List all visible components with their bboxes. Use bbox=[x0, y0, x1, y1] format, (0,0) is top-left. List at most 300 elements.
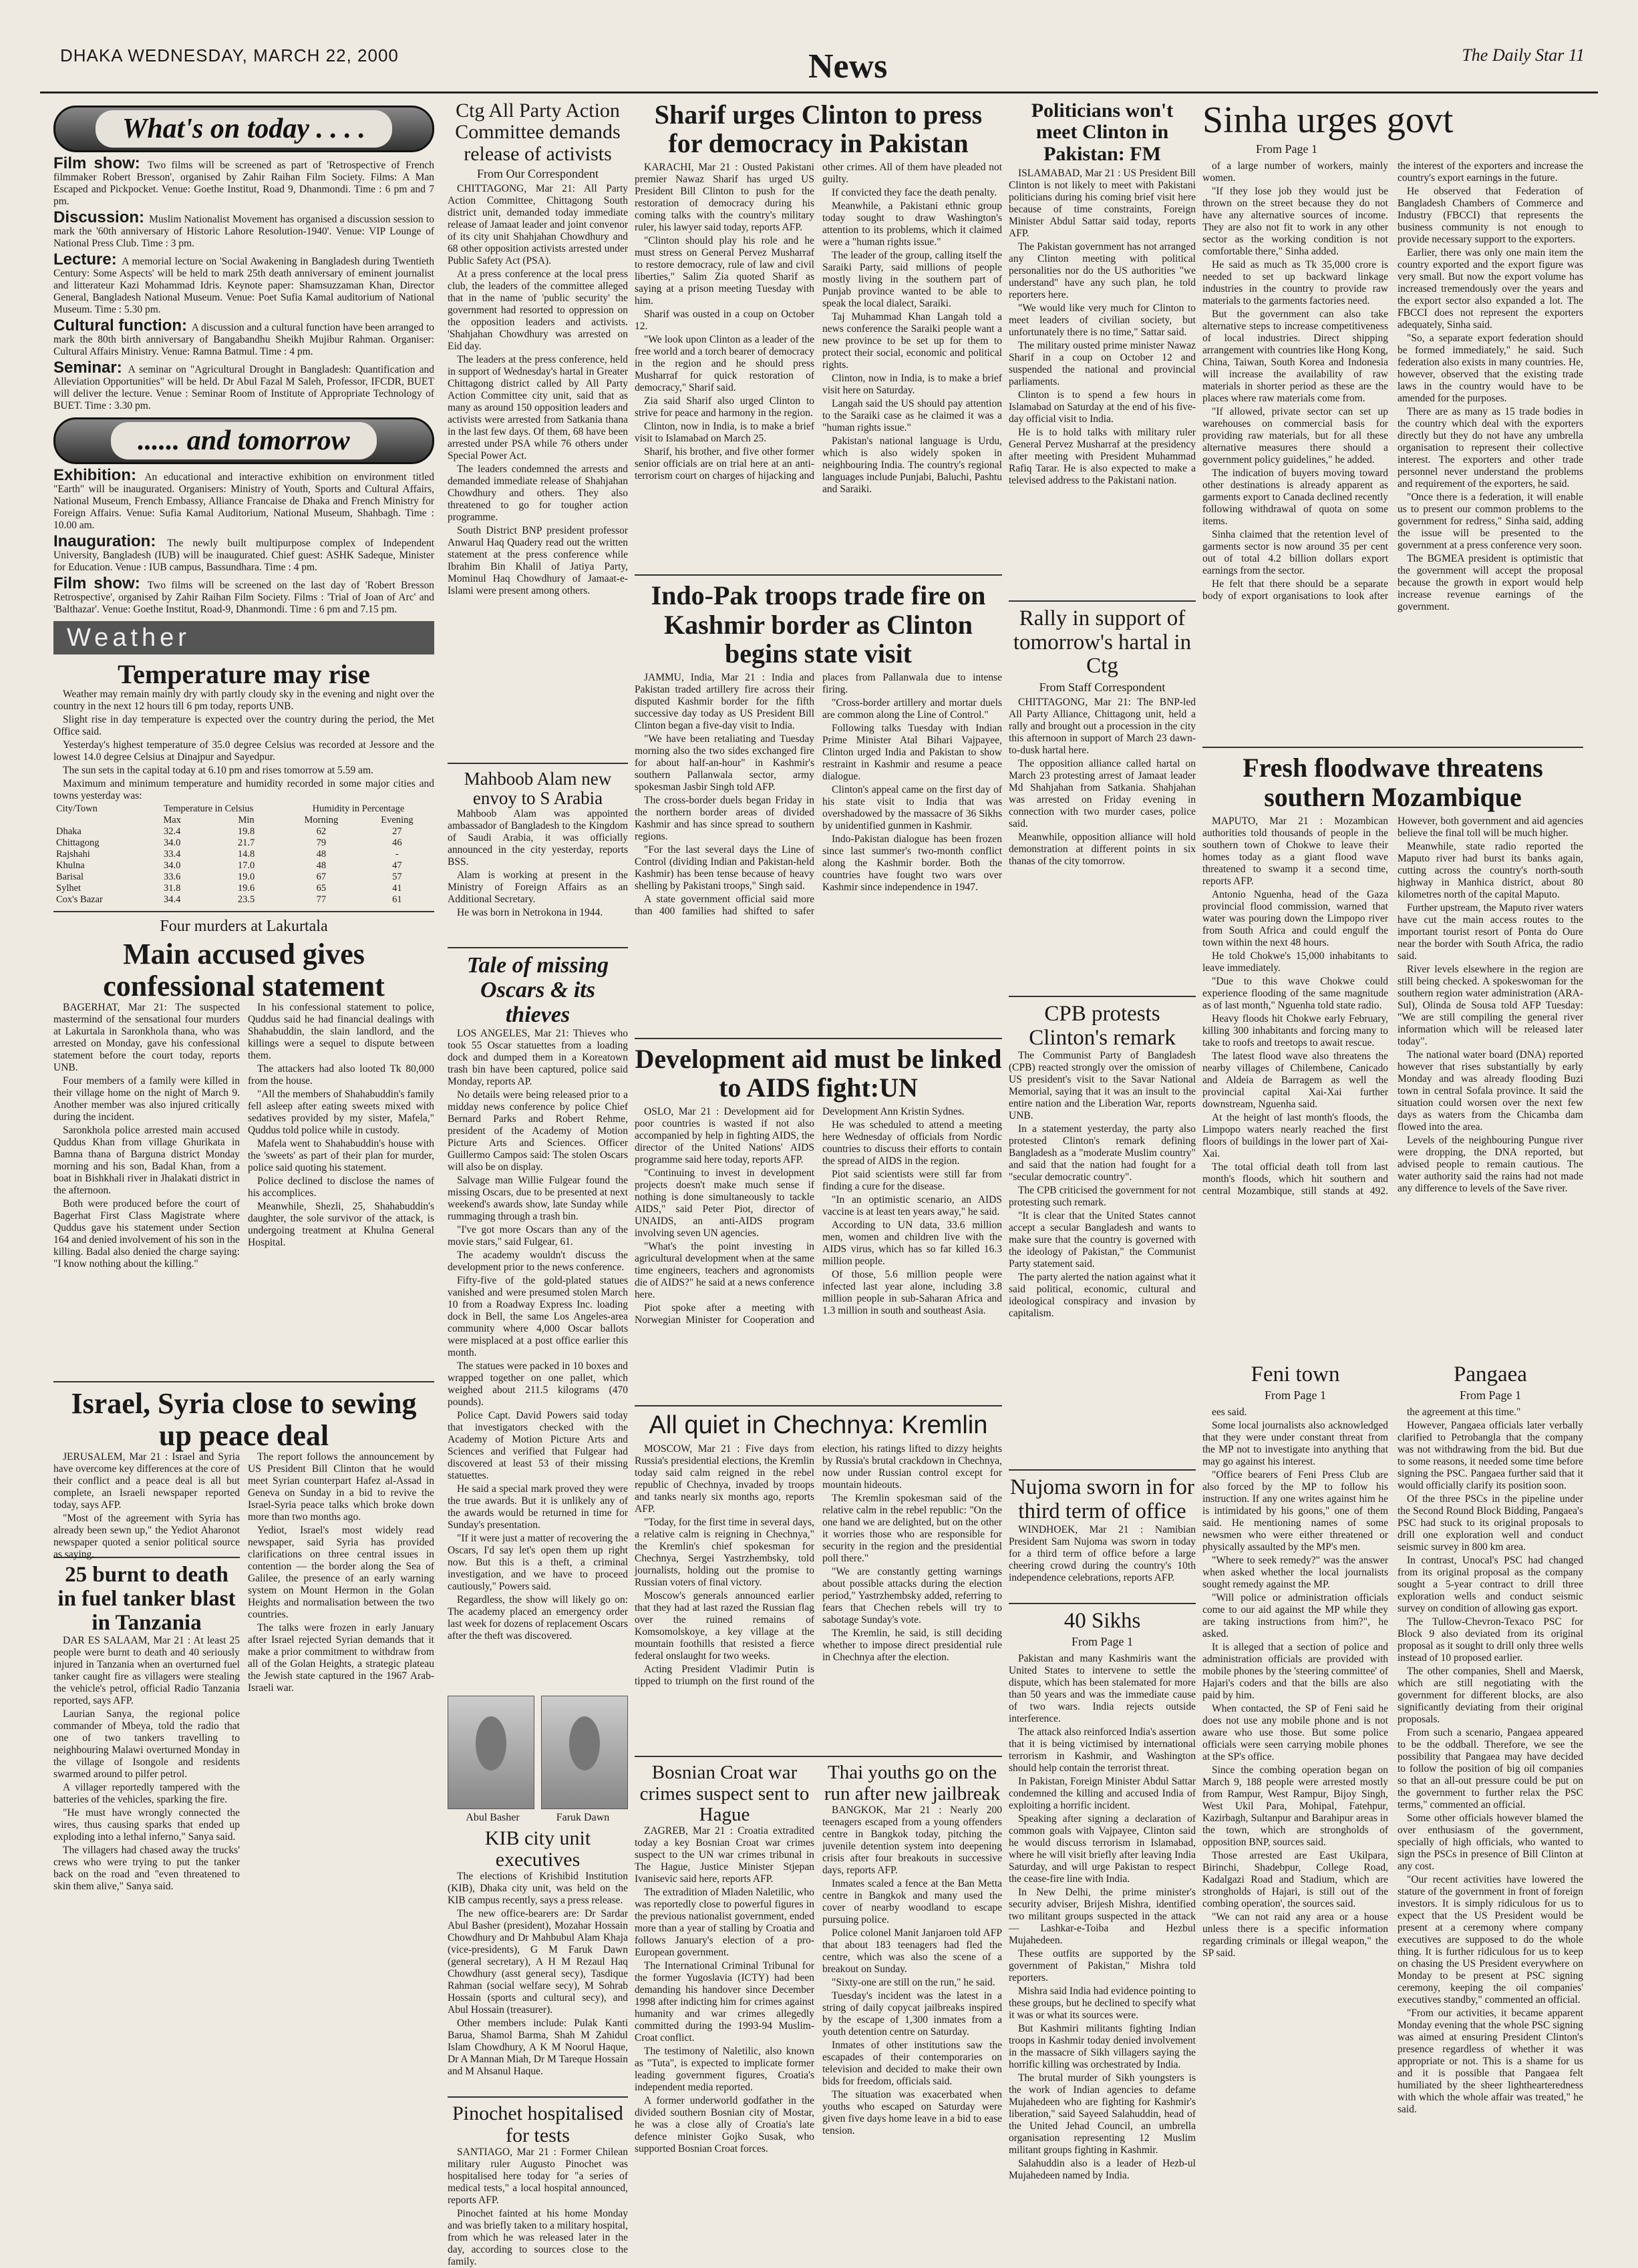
fm-body bbox=[1009, 168, 1196, 595]
paragraph: The other companies, Shell and Maersk, which are still negotiating with the government for different blocks, are also significantly deviating from their original proposals. bbox=[1398, 1666, 1583, 1726]
paragraph: The indication of buyers moving toward other destinations is already apparent as garments export to Canada declined recently following withdrawal of quota on some items. bbox=[1202, 467, 1388, 528]
table-cell: Cox's Bazar bbox=[56, 894, 103, 906]
table-cell: 48 bbox=[316, 860, 327, 872]
paragraph: At a press conference at the local press club, the leaders of the committee alleged that in the name of 'public security' the government had resorted to oppression on the opposition leaders and activists. 'Shahjahan Chowdhury was arrested on Eid day. bbox=[448, 268, 628, 353]
table-cell: 79 bbox=[316, 837, 327, 849]
table-header: Humidity in Percentage bbox=[312, 803, 405, 815]
paragraph: Sinha claimed that the retention level of garments sector is now around 35 per cent out of total 4.2 billion dollars export earnings from the sector. bbox=[1202, 529, 1388, 577]
paragraph: BAGERHAT, Mar 21: The suspected mastermind of the sensational four murders at Lakurtala in Saronkhola thana, who was arrested on Monday, gave his confessional statement before the court today, reports UNB. bbox=[53, 1002, 240, 1074]
paragraph: Police Capt. David Powers said today that investigators checked with the Academy of Motion Picture Arts and Sciences and verified that Fulgear had discovered at least 53 of their missing statuettes. bbox=[448, 1409, 628, 1481]
indopak-headline: Indo-Pak troops trade fire on Kashmir border as Clinton begins state visit bbox=[651, 580, 986, 669]
paragraph: "Due to this wave Chokwe could experience flooding of the same magnitude as of last month," Nguenha told state radio. bbox=[1202, 975, 1388, 1011]
event-text: An educational and interactive exhibition on environment titled "Earth" will be inaugurated. Organisers: Ministry of Youth, Sports and Cultural Affairs, National Museum, French Embassy, Alliance Francaise de Dhaka and French Ministry for Foreign Affairs. Venue: Sufia Kamal Auditorium, National Museum, Shahbagh. Time : 10.00 am. bbox=[53, 471, 434, 531]
paragraph: A state government official said more than 400 families had shifted to safer places from Pallanwala due to intense firing. bbox=[635, 671, 1002, 917]
paragraph: Mishra said India had evidence pointing to these groups, but he declined to specify what it was or what its sources were. bbox=[1009, 1986, 1196, 2022]
paragraph: "Sixty-one are still on the run," he said. bbox=[832, 1976, 995, 1988]
paragraph: Meanwhile, state radio reported the Maputo river had burst its banks again, cutting across the country's north-south highway in Manhica district, about 80 kilometres north of the capital Maputo. bbox=[1398, 840, 1583, 900]
paragraph: "Our recent activities have lowered the stature of the government in front of foreign investors. It is simply ridiculous for us to expect that the US President would be present at a ceremony where company executives are supposed to do the whole thing. It is further ridiculous for us to keep on chasing the US President everywhere on Monday to be present at PSC signing ceremony, keeping the oil companies' executives standby," commented an official. bbox=[1398, 1874, 1583, 2006]
paragraph: Pakistan's national language is Urdu, which is also widely spoken in neighbouring India. The country's regional languages include Punjabi, Baluchi, Pashtu and Saraiki. bbox=[822, 435, 1002, 496]
whats-on-today-banner: What's on today . . . . bbox=[53, 106, 434, 152]
column-1 bbox=[53, 100, 434, 2164]
paragraph: The Tullow-Chevron-Texaco PSC for Block 9 also deviated from its original proposal as it sought to drill only three wells instead of 10 proposed earlier. bbox=[1398, 1616, 1583, 1664]
paragraph: When contacted, the SP of Feni said he does not use any mobile phone and is not aware who use those. But some police officials were seen carrying mobile phones at the SP's office. bbox=[1202, 1703, 1388, 1763]
tomorrow-events bbox=[53, 466, 435, 616]
event-item bbox=[53, 532, 435, 574]
oscars-headline: Tale of missing Oscars & its thieves bbox=[466, 953, 609, 1027]
chechnya-headline: All quiet in Chechnya: Kremlin bbox=[649, 1411, 988, 1440]
lakurtala-kicker: Four murders at Lakurtala bbox=[160, 918, 328, 936]
paragraph: In Pakistan, Foreign Minister Abdul Sattar condemned the killing and accused India of exploiting a horrific incident. bbox=[1009, 1776, 1196, 1812]
paragraph: Weather may remain mainly dry with partly cloudy sky in the evening and night over the country in the next 12 hours till 6 pm today, reports UNB. bbox=[53, 689, 434, 713]
lakurtala-headline: Main accused gives confessional statement bbox=[103, 938, 385, 1002]
mahboob-body bbox=[448, 808, 628, 942]
sinha-from-page: From Page 1 bbox=[1256, 142, 1317, 156]
photo-row bbox=[448, 1696, 628, 1809]
paragraph: "Most of the agreement with Syria has already been sewn up," the Yediot Aharonot newspaper quoted a senior political source as saying. bbox=[53, 1513, 240, 1561]
event-item bbox=[53, 208, 434, 250]
event-label: Cultural function: bbox=[53, 317, 192, 335]
feni-body bbox=[1202, 1406, 1388, 2128]
paragraph: CHITTAGONG, Mar 21: The BNP-led All Party Alliance, Chittagong unit, held a rally and brought out a procession in the city this afternoon in support of March 23 dawn-to-dusk hartal here. bbox=[1009, 697, 1196, 757]
paragraph: JAMMU, India, Mar 21 : India and Pakistan traded artillery fire across their disputed Kashmir border for the fifth successive day today as US President Bill Clinton began a five-day visit to India. bbox=[635, 671, 814, 731]
paragraph: The elections of Krishibid Institution (KIB), Dhaka city unit, was held on the KIB campus recently, says a press release. bbox=[448, 1871, 628, 1907]
event-label: Discussion: bbox=[53, 208, 150, 226]
table-row bbox=[53, 894, 434, 906]
caption: Abul Basher bbox=[466, 1811, 520, 1823]
paragraph: Fifty-five of the gold-plated statues vanished and were presumed stolen March 10 from a Roadway Express Inc. loading dock in Bell, the same Los Angeles-area community where 4,000 Oscar ballots were misplaced at a post office earlier this month. bbox=[448, 1274, 628, 1358]
event-label: Film show: bbox=[53, 574, 148, 592]
paragraph: SANTIAGO, Mar 21 : Former Chilean military ruler Augusto Pinochet was hospitalised here today for "a series of medical tests," a local hospital announced, reports AFP. bbox=[448, 2146, 628, 2207]
paragraph: The party alerted the nation against what it said political, economic, cultural and ideological conspiracy and invasion by capitalism. bbox=[1009, 1272, 1196, 1320]
paragraph: "All the members of Shahabuddin's family fell asleep after eating sweets mixed with sedatives provided by my sister, Mafela," Quddus told police while in custody. bbox=[248, 1089, 434, 1137]
section-title: News bbox=[808, 47, 888, 85]
paragraph: ISLAMABAD, Mar 21 : US President Bill Clinton is not likely to meet with Pakistani politicians during his coming brief visit here because of time constraints, Foreign Minister Abdul Sattar said today, reports AFP. bbox=[1009, 168, 1196, 240]
paragraph: In a statement yesterday, the party also protested Clinton's remark defining Bangladesh as a "moderate Muslim country" and said that the nation had fought for a "secular democratic country". bbox=[1009, 1123, 1196, 1183]
paragraph: The Kremlin, he said, is still deciding whether to impose direct presidential rule in Chechnya after the election. bbox=[822, 1628, 1002, 1664]
paragraph: Sharif, his brother, and five other former senior officials are on trial here at an anti-terrorism court on charges of hijacking and other crimes. All of them have pleaded not guilty. bbox=[635, 162, 1002, 482]
fm-headline: Politicians won't meet Clinton in Pakistan: FM bbox=[1031, 100, 1174, 165]
paragraph: MAPUTO, Mar 21 : Mozambican authorities told thousands of people in the southern town of Chokwe to leave their homes today as a giant flood wave threatened to swamp it a second time, reports AFP. bbox=[1202, 815, 1388, 887]
paragraph: Clinton is to spend a few hours in Islamabad on Saturday at the end of his five-day official visit to India. bbox=[1009, 389, 1196, 425]
paragraph: Speaking after signing a declaration of common goals with Vajpayee, Clinton said he would discuss terrorism in Islamabad, where he will visit briefly after leaving India Saturday, and will urge Pakistan to respect the cease-fire line with India. bbox=[1009, 1813, 1196, 1885]
photo-faruk-dawn bbox=[541, 1696, 628, 1809]
sharif-body bbox=[635, 162, 1002, 569]
table-cell: 31.8 bbox=[164, 883, 181, 894]
paragraph: However, Pangaea officials later verbally clarified to Petrobangla that the company was not withdrawing from the bid. But due to some reasons, it needed some time before signing the PSC. Pangaea further said that it would officially clarify its position soon. bbox=[1398, 1420, 1583, 1492]
paragraph: The national water board (DNA) reported however that rises substantially by early Monday and was already flooding Buzi town in central Sofala province. It said the situation could worsen over the next few days as waters from the Chicamba dam flowed into the area. bbox=[1398, 1049, 1583, 1133]
paragraph: Meanwhile, Shezli, 25, Shahabuddin's daughter, the sole survivor of the attack, is undergoing treatment at Khulna General Hospital. bbox=[248, 1201, 434, 1249]
ctg-body bbox=[448, 183, 628, 757]
masthead bbox=[40, 33, 1598, 93]
event-text: The newly built multipurpose complex of Independent University, Bangladesh (IUB) will be inaugurated. Chief guest: ASHK Sadeque, Minister for Education. Venue : IUB campus, Bassundhara. Time : 4 pm. bbox=[53, 538, 435, 573]
event-text: A seminar on "Agricultural Drought in Bangladesh: Quantification and Alleviation Opportunities" will be held. Dr Abul Fazal M Saleh, Professor, IFCDR, BUET will deliver the lecture. Venue : Seminar Room of Institute of Appropriate Technology of BUET. Time : 3.30 pm. bbox=[53, 364, 434, 411]
paragraph: "In an optimistic scenario, an AIDS vaccine is at least ten years away," he said. bbox=[822, 1194, 1002, 1218]
paragraph: "From our activities, it became apparent Monday evening that the whole PSC signing was aimed at ensuring President Clinton's presence regardless of whether it was appropriate or not. This is a shame for us and it is possible that Pangaea felt humiliated by the sheer lighthearteredness with which the whole affair was treated," he said. bbox=[1398, 2008, 1583, 2116]
bosnian-body bbox=[635, 1825, 814, 2253]
paragraph: "We are constantly getting warnings about possible attacks during the election period," Yastrzhembsky added, referring to fears that Chechen rebels will try to sabotage Sunday's vote. bbox=[822, 1566, 1002, 1626]
paragraph: The leaders at the press conference, held in support of Wednesday's hartal in Greater Chittagong district called by All Party Action Committee city unit, said that as many as around 150 opposition leaders and activists were arrested from Satkania thana in the last few days. Of them, 68 have been arrested under PSA while 76 others under Special Power Act. bbox=[448, 354, 628, 462]
caption: Faruk Dawn bbox=[556, 1811, 610, 1823]
table-cell: 23.5 bbox=[237, 894, 255, 906]
pangaea-headline: Pangaea bbox=[1454, 1362, 1527, 1386]
sikhs-headline: 40 Sikhs bbox=[1063, 1608, 1141, 1633]
paragraph: "Clinton should play his role and he must stress on General Pervez Musharraf to restore democracy, rule of law and civil liberties," Salim Zia quoted Sharif as saying at a prison meeting Tuesday with him. bbox=[635, 235, 814, 307]
kib-body bbox=[448, 1871, 628, 2091]
paragraph: MOSCOW, Mar 21 : Five days from Russia's presidential elections, the Kremlin today said calm reigned in the rebel republic of Chechnya, invaded by troops and tanks nearly six months ago, reports AFP. bbox=[635, 1443, 814, 1515]
table-header: City/Town bbox=[56, 803, 98, 815]
paragraph: The academy wouldn't discuss the development prior to the news conference. bbox=[448, 1249, 628, 1273]
paragraph: Some local journalists also acknowledged that they were under constant threat from the MP not to investigate into anything that may go against his interest. bbox=[1202, 1420, 1388, 1468]
event-item bbox=[53, 359, 434, 412]
table-cell: 14.8 bbox=[237, 849, 255, 860]
paragraph: Police colonel Manit Janjaroen told AFP that about 183 teenagers had fled the centre, which was also the scene of a breakout on Sunday. bbox=[822, 1927, 1002, 1975]
table-cell: 33.6 bbox=[164, 872, 181, 883]
paragraph: He told Chokwe's 15,000 inhabitants to leave immediately. bbox=[1202, 950, 1388, 974]
thai-headline: Thai youths go on the run after new jailbreak bbox=[824, 1762, 1001, 1805]
paragraph: The leader of the group, calling itself the Saraiki Party, said millions of people mostly living in the southern part of Punjab province wanted to be able to speak the local dialect, Saraiki. bbox=[822, 250, 1002, 310]
paragraph: Those arrested are East Ukilpara, Birinchi, Shadebpur, College Road, Kadalgazi Road and Stadium, which are strongholds of Hajari, is still out of the combing operation', the sources said. bbox=[1202, 1850, 1388, 1910]
israel-body-continued bbox=[248, 1451, 434, 1945]
table-row bbox=[53, 883, 434, 894]
paragraph: "What's the point investing in agricultural development when at the same time engineers, teachers and agronomists die of AIDS?" he said at a news conference here. bbox=[635, 1241, 814, 1301]
paragraph: The new office-bearers are: Dr Sardar Abul Basher (president), Mozahar Hossain Chowdhury and Dr Mahbubul Alam Khaja (vice-presidents), G M Faruk Dawn (general secretary), A H M Rezaul Haq Chowdhury (asst general secy), Tasdique Rahman (social welfare secy), M Sohrab Hossain (sports and cultural secy), and Abul Hossain (treasurer). bbox=[448, 1908, 628, 2016]
table-cell: 61 bbox=[392, 894, 402, 906]
table-cell: 41 bbox=[392, 883, 402, 894]
paragraph: But Kashmiri militants fighting Indian troops in Kashmir today denied involvement in the massacre of Sikh villagers saying the horrific killing was orchestrated by India. bbox=[1009, 2023, 1196, 2071]
paragraph: The Communist Party of Bangladesh (CPB) reacted strongly over the omission of US president's visit to the Savar National Memorial, saying that it was an insult to the entire nation and the Liberation War, reports UNB. bbox=[1009, 1050, 1196, 1122]
sharif-headline: Sharif urges Clinton to press for democracy in Pakistan bbox=[654, 100, 983, 159]
lakurtala-body bbox=[53, 1002, 434, 1376]
paragraph: Alam is working at present in the Ministry of Foreign Affairs as an Additional Secretary. bbox=[448, 870, 628, 906]
table-cell: 34.0 bbox=[164, 860, 181, 872]
event-label: Film show: bbox=[53, 154, 148, 172]
table-cell: 19.0 bbox=[237, 872, 255, 883]
cpb-headline: CPB protests Clinton's remark bbox=[1029, 1002, 1176, 1050]
paragraph: He said as much as Tk 35,000 crore is needed to set up backward linkage industries in the country to provide raw materials to the garments factories need. bbox=[1202, 259, 1388, 307]
nujoma-headline: Nujoma sworn in for third term of office bbox=[1010, 1475, 1194, 1523]
paragraph: Laurian Sanya, the regional police commander of Mbeya, told the radio that one of two tankers travelling to neighbouring Malawi overturned Monday in the village of Isongole and residents swarmed around to pilfer petrol. bbox=[53, 1708, 240, 1780]
table-cell: Dhaka bbox=[56, 826, 81, 837]
today-events bbox=[53, 154, 434, 412]
table-cell: 19.6 bbox=[237, 883, 255, 894]
event-item bbox=[53, 317, 434, 358]
paragraph: "We would like very much for Clinton to meet leaders of civilian society, but unfortunately there is no time," Sattar said. bbox=[1009, 303, 1196, 339]
pinochet-headline: Pinochet hospitalised for tests bbox=[452, 2102, 623, 2146]
paragraph: The total official death toll from last month's floods, which hit southern and central Mozambique, still stands at 492. However, both government and aid agencies believe the final toll will be much higher. bbox=[1202, 815, 1583, 1197]
paragraph: There are as many as 15 trade bodies in the country which deal with the exporters directly but they do not have any umbrella organisation to represent their collective interest. The exporters and other trade personnel never understand the problems and requirement of the exporters, he said. bbox=[1398, 406, 1583, 490]
israel-headline: Israel, Syria close to sewing up peace deal bbox=[71, 1387, 417, 1452]
paragraph: The latest flood wave also threatens the nearby villages of Chilembene, Canicado and Aldeia de Barragem as well the provincial capital Xai-Xai further downstream, Nguenha said. bbox=[1202, 1050, 1388, 1110]
paragraph: The brutal murder of Sikh youngsters is the work of Indian agencies to defame Mujahedeen who are fighting for Kashmir's liberation," said Sayeed Salahuddin, head of the United Jehad Council, an umbrella organisation representing 12 Muslim militant groups fighting in Kashmir. bbox=[1009, 2072, 1196, 2156]
column-4 bbox=[1009, 100, 1196, 2182]
table-row bbox=[53, 872, 434, 883]
paragraph: CHITTAGONG, Mar 21: All Party Action Committee, Chittagong South district unit, demanded today immediate release of Jamaat leader and joint convenor of its city unit Shahjahan Chowdhury and 68 other opposition activists arrested under Public Safety Act (PSA). bbox=[448, 183, 628, 267]
table-cell: Chittagong bbox=[56, 837, 100, 849]
paragraph: KARACHI, Mar 21 : Ousted Pakistani premier Nawaz Sharif has urged US President Bill Clinton to push for the restoration of democracy during his coming talks with the country's military ruler, his lawyer said today, reports AFP. bbox=[635, 162, 814, 234]
table-cell: 48 bbox=[316, 849, 327, 860]
table-cell: - bbox=[395, 849, 399, 860]
table-cell: Barisal bbox=[56, 872, 84, 883]
paragraph: "Today, for the first time in several days, a relative calm is reigning in Chechnya," the Kremlin's chief spokesman for Chechnya, Sergei Yastrzhembsky, told journalists, holding out the promise to Russian voters of final victory. bbox=[635, 1517, 814, 1589]
photo-abul-basher bbox=[448, 1696, 534, 1809]
table-cell: 46 bbox=[392, 837, 402, 849]
paragraph: He observed that Federation of Bangladesh Chambers of Commerce and Industry (FBCCI) that represents the business community is not enough to provide necessary support to the exporters. bbox=[1398, 186, 1583, 246]
paragraph: "We have been retaliating and Tuesday morning also the two sides exchanged fire for about half-an-hour" in Kashmir's southern Pallanwala sector, army spokesman Jasbir Singh told AFP. bbox=[635, 733, 814, 793]
paragraph: Mahboob Alam was appointed ambassador of Bangladesh to the Kingdom of Saudi Arabia, it was officially announced in the city yesterday, reports BSS. bbox=[448, 808, 628, 868]
paragraph: of a large number of workers, mainly women. bbox=[1202, 160, 1388, 184]
paragraph: Maximum and minimum temperature and humidity recorded in some major cities and towns yesterday was: bbox=[53, 778, 434, 802]
paragraph: Yediot, Israel's most widely read newspaper, said Syria has provided clarifications on three central issues in contention — the border along the Sea of Galilee, the presence of an early warning system on Mount Hermon in the Golan Heights and normalisation between the two countries. bbox=[248, 1525, 434, 1621]
paragraph: Mafela went to Shahabuddin's house with the 'sweets' as part of their plan for murder, police said quoting his statement. bbox=[248, 1138, 434, 1174]
paragraph: Meanwhile, a Pakistani ethnic group today sought to draw Washington's attention to its problems, which it claimed were a "human rights issue." bbox=[822, 200, 1002, 248]
table-cell: 77 bbox=[316, 894, 327, 906]
paragraph: Following talks Tuesday with Indian Prime Minister Atal Bihari Vajpayee, Clinton urged India and Pakistan to show restraint in Kashmir and resume a peace dialogue. bbox=[822, 722, 1002, 782]
table-row bbox=[53, 837, 434, 849]
paragraph: Inmates of other institutions saw the escapades of their contemporaries on television and decided to make their own bids for freedom, officials said. bbox=[822, 2039, 1002, 2087]
photo-captions bbox=[448, 1812, 628, 1824]
paragraph: Pakistan and many Kashmiris want the United States to intervene to settle the dispute, which has been stalemated for more than 50 years and was the immediate cause of two wars. India rejects outside interference. bbox=[1009, 1653, 1196, 1725]
paragraph: Regardless, the show will likely go on: The academy placed an emergency order last week for dozens of replacement Oscars after the theft was discovered. bbox=[448, 1593, 628, 1642]
paper-name: The Daily Star 11 bbox=[1462, 45, 1585, 65]
thai-body bbox=[822, 1805, 1002, 2232]
weather-bar: Weather bbox=[53, 621, 434, 654]
bosnian-headline: Bosnian Croat war crimes suspect sent to Hague bbox=[639, 1762, 810, 1825]
event-text: Muslim Nationalist Movement has organised a discussion session to mark the '60th anniversary of Historic Lahore Resolution-1940'. Venue: VIP Lounge of National Press Club. Time : 3 pm. bbox=[53, 214, 434, 249]
moz-body bbox=[1202, 815, 1583, 1363]
paragraph: The International Criminal Tribunal for the former Yugoslavia (ICTY) had been demanding his handover since December 1998 after indicting him for crimes against humanity and war crimes allegedly committed during the 1993-94 Muslim-Croat conflict. bbox=[635, 1960, 814, 2044]
cpb-body bbox=[1009, 1050, 1196, 1464]
event-label: Seminar: bbox=[53, 359, 128, 377]
sinha-headline: Sinha urges govt bbox=[1202, 100, 1454, 141]
paragraph: Saronkhola police arrested main accused Quddus Khan from village Ghurikata in Bamna thana of Barguna district Monday morning and his son, Badal Khan, from a boat in Bishkhali river in Jhalakati district in the afternoon. bbox=[53, 1125, 240, 1197]
paragraph: "It is clear that the United States cannot accept a secular Bangladesh and wants to make sure that the country is governed with the ideology of Pakistan," the Communist Party statement said. bbox=[1009, 1210, 1196, 1270]
paragraph: Salvage man Willie Fulgear found the missing Oscars, due to be presented at next weekend's awards show, late Sunday while rummaging through a trash bin. bbox=[448, 1174, 628, 1222]
paragraph: The statues were packed in 10 boxes and wrapped together on one pallet, which weighed about 211.5 kilograms (470 pounds). bbox=[448, 1360, 628, 1408]
paragraph: "We look upon Clinton as a leader of the free world and a torch bearer of democracy in the region and he should press Musharraf for quick restoration of democracy," Sharif said. bbox=[635, 334, 814, 394]
paragraph: South District BNP president professor Anwarul Haq Quadery read out the written statement at the press conference while Ibrahim Bin Khalil of Jatiya Party, Mominul Haq Chowdhury of Jamaat-e-Islami were present among others. bbox=[448, 525, 628, 597]
feni-headline: Feni town bbox=[1251, 1362, 1340, 1386]
paragraph: Salahuddin also is a leader of Hezb-ul Mujahedeen named by India. bbox=[1009, 2158, 1196, 2182]
paragraph: The Kremlin spokesman said of the relative calm in the rebel republic: "On the one hand we are delighted, but on the other it worries those who are responsible for security in the region and the presidential poll there." bbox=[822, 1493, 1002, 1565]
table-row bbox=[53, 826, 434, 837]
paragraph: Antonio Nguenha, head of the Gaza provincial flood commission, warned that water was pouring down the Limpopo river from South Africa and could engulf the town within the next 48 hours. bbox=[1202, 888, 1388, 948]
paragraph: In contrast, Unocal's PSC had changed from its original proposal as the company sought a 5-year contract to drill three exploration wells and conduct seismic survey on condition of allowing gas export. bbox=[1398, 1555, 1583, 1615]
paragraph: "Office bearers of Feni Press Club are also forced by the MP to follow his instruction. If any one writes against him he is intimidated by his goons," one of them said. He mentioning names of some newsmen who were either threatened or physically assaulted by the MP's men. bbox=[1202, 1469, 1388, 1553]
paragraph: Levels of the neighbouring Pungue river were dropping, the DNA reported, but advised people to remain cautious. The water authority said the rains had not made any difference to levels of the Save river. bbox=[1398, 1134, 1583, 1194]
paragraph: He is to hold talks with military ruler General Pervez Musharraf at the presidency after meeting with President Muhammad Rafiq Tarar. He is also expected to make a televised address to the Pakistani nation. bbox=[1009, 427, 1196, 487]
paragraph: "We can not raid any area or a house unless there is a specific information regarding criminals or illegal weapon," the SP said. bbox=[1202, 1911, 1388, 1959]
table-header bbox=[53, 815, 134, 826]
paragraph: Slight rise in day temperature is expected over the country during the period, the Met Office said. bbox=[53, 714, 434, 738]
paragraph: Zia said Sharif also urged Clinton to strive for peace and harmony in the region. bbox=[635, 395, 814, 419]
column-5 bbox=[1202, 100, 1583, 2164]
sinha-body bbox=[1202, 160, 1583, 741]
event-item bbox=[53, 466, 434, 532]
paragraph: He said a special mark proved they were the true awards. But it is unlikely any of the awards would be returned in time for Sunday's presentation. bbox=[448, 1483, 628, 1531]
table-cell: 17.0 bbox=[237, 860, 255, 872]
paragraph: The testimony of Naletilic, also known as "Tuta", is expected to implicate former leading government figures, Croatia's independent media reported. bbox=[635, 2046, 814, 2094]
table-cell: Khulna bbox=[56, 860, 85, 872]
table-cell: 65 bbox=[316, 883, 327, 894]
table-cell: 62 bbox=[316, 826, 327, 837]
ctg-headline: Ctg All Party Action Committee demands release of activists bbox=[455, 100, 621, 165]
paragraph: JERUSALEM, Mar 21 : Israel and Syria have overcome key differences at the core of their conflict and a peace deal is all but complete, an Israeli newspaper reported today, says AFP. bbox=[53, 1451, 240, 1511]
paragraph: The Pakistan government has not arranged any Clinton meeting with political personalities nor do the US authorities "we understand" have any such plan, he told reporters here. bbox=[1009, 241, 1196, 301]
pangaea-body bbox=[1398, 1406, 1583, 2128]
paragraph: Four members of a family were killed in their village home on the night of March 9. Another member was also injured critically during the incident. bbox=[53, 1075, 240, 1123]
paragraph: He felt that there should be a separate body of export organisations to look after the interest of the exporters and increase the country's export earnings in the future. bbox=[1202, 160, 1583, 602]
table-cell: 57 bbox=[392, 872, 402, 883]
table-header: Morning bbox=[304, 815, 339, 826]
event-label: Lecture: bbox=[53, 250, 122, 268]
paragraph: The attackers had also looted Tk 80,000 from the house. bbox=[248, 1063, 434, 1087]
table-cell: 32.4 bbox=[164, 826, 181, 837]
paragraph: Police declined to disclose the names of his accomplices. bbox=[248, 1175, 434, 1199]
weather-headline: Temperature may rise bbox=[118, 659, 370, 689]
paragraph: The extradition of Mladen Naletilic, who was reportedly close to powerful figures in the previous nationalist government, ended more than a year of stalling by Croatia and follows January's election of a pro-European government. bbox=[635, 1887, 814, 1959]
paragraph: "If it were just a matter of recovering the Oscars, I'd say let's open them up right now. But this is a theft, a criminal investigation, and we have to proceed cautiously," Powers said. bbox=[448, 1532, 628, 1592]
paragraph: the agreement at this time." bbox=[1407, 1406, 1521, 1419]
moz-headline: Fresh floodwave threatens southern Mozambique bbox=[1243, 753, 1543, 812]
paragraph: Further upstream, the Maputo river waters have cut the main access routes to the important tourist resort of Ponta do Oure near the border with South Africa, the radio said. bbox=[1398, 902, 1583, 962]
paragraph: OSLO, Mar 21 : Development aid for poor countries is wasted if not also accompanied by help in fighting AIDS, the director of the United Nations' AIDS programme said here today, reports AFP. bbox=[635, 1106, 814, 1166]
paragraph: In his confessional statement to police, Quddus said he had financial dealings with Shahabuddin, the slain landlord, and the killings were a sequel to dispute between them. bbox=[248, 1002, 434, 1062]
paragraph: WINDHOEK, Mar 21 : Namibian President Sam Nujoma was sworn in today for a third term of office before a large cheering crowd during the country's 10th independence celebrations, reports AFP. bbox=[1009, 1523, 1196, 1583]
table-cell: 21.7 bbox=[237, 837, 255, 849]
pangaea-from-page: From Page 1 bbox=[1460, 1388, 1521, 1402]
paragraph: Tuesday's incident was the latest in a string of daily copycat jailbreaks inspired by the escape of 1,300 inmates from a youth detention centre on Saturday. bbox=[822, 1990, 1002, 2038]
paragraph: Pinochet fainted at his home Monday and was briefly taken to a military hospital, from which he was released later in the day, according to sources close to the family. bbox=[448, 2208, 628, 2268]
indopak-body bbox=[635, 672, 1002, 1032]
paragraph: A villager reportedly tampered with the batteries of the vehicles, sparking the fire. bbox=[53, 1782, 240, 1806]
kib-headline: KIB city unit executives bbox=[484, 1827, 591, 1871]
paragraph: From such a scenario, Pangaea appeared to be the oddball. Therefore, we see the possibility that Pangaea may have decided to follow the position of big oil companies so that an all-out pressure could be put on the government to further relax the PSC terms," commented an official. bbox=[1398, 1727, 1583, 1811]
paragraph: Acting President Vladimir Putin is tipped to triumph on the first round of the election, his ratings lifted to dizzy heights by Russia's brutal crackdown in Chechnya, now under Russian control except for mountain hideouts. bbox=[635, 1443, 1002, 1688]
paragraph: "He must have wrongly connected the wires, thus causing sparks that ended up exploding into a lethal inferno," Sanya said. bbox=[53, 1807, 240, 1843]
paragraph: No details were being released prior to a midday news conference by police Chief Bernard Parks and Robert Rehme, president of the Academy of Motion Picture Arts and Sciences. Officer Guillermo Campos said: The stolen Oscars will also be on display. bbox=[448, 1089, 628, 1173]
ctg-byline: From Our Correspondent bbox=[477, 167, 599, 181]
paragraph: "Will police or administration officials come to our aid against the MP while they are taking instructions from him?", he asked. bbox=[1202, 1592, 1388, 1640]
paragraph: The talks were frozen in early January after Israel rejected Syrian demands that it make a prior commitment to withdraw from all of the Golan Heights, a strategic plateau the Jewish state captured in the 1967 Arab-Israeli war. bbox=[248, 1622, 434, 1694]
mahboob-headline: Mahboob Alam new envoy to S Arabia bbox=[464, 769, 612, 809]
rally-body bbox=[1009, 697, 1196, 990]
table-cell: 33.4 bbox=[164, 849, 181, 860]
paragraph: In New Delhi, the prime minister's security adviser, Brijesh Mishra, identified two militant groups suspected in the attack — Lashkar-e-Toiba and Hezbul Mujahedeen. bbox=[1009, 1887, 1196, 1947]
paragraph: The villagers had chased away the trucks' crews who were trying to put the tanker back on the road and "even threatened to skin them alive," Sanya said. bbox=[53, 1845, 240, 1893]
paragraph: LOS ANGELES, Mar 21: Thieves who took 55 Oscar statuettes from a loading dock and dumped them in a Koreatown trash bin have been captured, police said Monday, reports AP. bbox=[448, 1027, 628, 1087]
column-2 bbox=[448, 100, 628, 2268]
paragraph: Taj Muhammad Khan Langah told a news conference the Saraiki people want a new province to be set up for them to protect their social, economic and political rights. bbox=[822, 311, 1002, 371]
paragraph: "So, a separate export federation should be formed immediately," he said. Such federation also exists in many countries. He, however, observed that the existing trade laws in the country would have to be amended for the purposes. bbox=[1398, 333, 1583, 405]
rally-byline: From Staff Correspondent bbox=[1039, 681, 1166, 695]
paragraph: Indo-Pakistan dialogue has been frozen since last summer's two-month conflict along the Kashmir border. Both the countries have fought two wars over Kashmir since independence in 1947. bbox=[822, 833, 1002, 893]
table-cell: 47 bbox=[392, 860, 402, 872]
paragraph: "Continuing to invest in development projects doesn't make much sense if nothing is done simultaneously to tackle AIDS," said Peter Piot, director of UNAIDS, an anti-AIDS program involving seven UN agencies. bbox=[635, 1167, 814, 1240]
paragraph: Since the combing operation began on March 9, 188 people were arrested mostly from Rampur, West Rampur, Bijoy Singh, West Ukil Para, Mohipal, Fatehpur, Kazirbagh, Sultanpur and Barahipur areas in the town, which are strongholds of opposition BNP, sources said. bbox=[1202, 1764, 1388, 1849]
paragraph: Moscow's generals announced earlier that they had at last razed the Russian flag over the ruined remains of Komsomolskoye, a key village at the mountain foothills that resisted a fierce federal onslaught for two weeks. bbox=[635, 1590, 814, 1662]
sikhs-body bbox=[1009, 1653, 1196, 2182]
paragraph: He was born in Netrokona in 1944. bbox=[457, 907, 603, 919]
table-cell: 67 bbox=[316, 872, 327, 883]
paragraph: Meanwhile, opposition alliance will hold demonstration at different points in six thanas of the city tomorrow. bbox=[1009, 831, 1196, 868]
paragraph: According to UN data, 33.6 million men, women and children live with the AIDS virus, which has so far killed 16.3 million people. bbox=[822, 1219, 1002, 1268]
paragraph: Some other officials however blamed the over enthusiasm of the government, specially of high officials, who wanted to sign the PSCs in presence of Bill Clinton at any cost. bbox=[1398, 1813, 1583, 1873]
paragraph: Heavy floods hit Chokwe early February, killing 300 inhabitants and forcing many to take to roofs and treetops to await rescue. bbox=[1202, 1012, 1388, 1049]
event-item bbox=[53, 574, 434, 616]
paragraph: The BGMEA president is optimistic that the government will accept the proposal because the growth in export would help increase revenue earnings of the government. bbox=[1398, 553, 1583, 613]
event-text: Two films will be screened on the last day of 'Robert Bresson Retrospective', organised by Zahir Raihan Film Society. Films : 'Trial of Joan of Arc' and 'Balthazar'. Venue: Goethe Institut, Road-9, Dhanmondi. Time : 6 pm and 7.15 pm. bbox=[53, 580, 434, 615]
nujoma-body bbox=[1009, 1524, 1196, 1597]
aids-body bbox=[635, 1106, 1002, 1400]
table-cell: 34.4 bbox=[164, 894, 181, 906]
paragraph: DAR ES SALAAM, Mar 21 : At least 25 people were burnt to death and 40 seriously injured in Tanzania when an overturned fuel tanker caught fire as villagers were stealing the vehicle's petrol, official Radio Tanzania reported, says AFP. bbox=[53, 1635, 240, 1707]
paragraph: The CPB criticised the government for not protesting such remark. bbox=[1009, 1185, 1196, 1209]
paragraph: Other members include: Pulak Kanti Barua, Shamol Barma, Shah M Zahidul Islam Chowdhury, A K M Noorul Haque, Dr A Mannan Miah, Dr M Tareque Hossain and M Ahsanul Haque. bbox=[448, 2018, 628, 2078]
table-cell: Rajshahi bbox=[56, 849, 90, 860]
paragraph: River levels elsewhere in the region are still being checked. A spokeswoman for the southern region water administration (ARA-Sul), Olinda de Sousa told AFP Tuesday: "We are still compiling the general river information which will be released later today". bbox=[1398, 963, 1583, 1047]
paragraph: The leaders condemned the arrests and demanded immediate release of Shahjahan Chowdhury and others. They also threatened to go for tougher action programme. bbox=[448, 463, 628, 524]
paragraph: Sharif was ousted in a coup on October 12. bbox=[635, 309, 814, 333]
table-cell: 34.0 bbox=[164, 837, 181, 849]
rally-headline: Rally in support of tomorrow's hartal in Ctg bbox=[1013, 606, 1192, 679]
aids-headline: Development aid must be linked to AIDS fight:UN bbox=[635, 1043, 1002, 1103]
paragraph: Of those, 5.6 million people were infected last year alone, including 3.8 million people in sub-Saharan Africa and 1.3 million in south and southeast Asia. bbox=[822, 1269, 1002, 1317]
paragraph: "If they lose job they would just be thrown on the street because they do not have any alternative sources of income. They are also not fit to work in any other sector as the working condition is not comfortable there," Sinha added. bbox=[1202, 186, 1388, 258]
paragraph: ZAGREB, Mar 21 : Croatia extradited today a key Bosnian Croat war crimes suspect to the UN war crimes tribunal in The Hague, Justice Minister Stjepan Ivanisevic said here, reports AFP. bbox=[635, 1825, 814, 1885]
weather-text bbox=[53, 689, 434, 802]
table-row bbox=[53, 849, 434, 860]
and-tomorrow-banner: ...... and tomorrow bbox=[53, 417, 434, 464]
paragraph: The opposition alliance called hartal on March 23 protesting arrest of Jamaat leader Md Shahjahan from Satkania. Shahjahan was arrested on Friday evening in connection with two murder cases, police said. bbox=[1009, 758, 1196, 830]
event-label: Inauguration: bbox=[53, 532, 168, 550]
dateline: DHAKA WEDNESDAY, MARCH 22, 2000 bbox=[60, 45, 399, 65]
paragraph: "For the last several days the Line of Control (dividing Indian and Pakistan-held Kashmir) has been tense because of heavy shelling by Pakistani troops," Singh said. bbox=[635, 843, 814, 892]
paragraph: The military ousted prime minister Nawaz Sharif in a coup on October 12 and suspended the national and provincial parliaments. bbox=[1009, 340, 1196, 388]
table-header: Min bbox=[238, 815, 255, 826]
paragraph: The situation was exacerbated when youths who escaped on Saturday were given five days home leave in a bid to ease tension. bbox=[822, 2088, 1002, 2136]
paragraph: Earlier, there was only one main item the country exported and the export figure was very small. But now the export volume has increased tremendously over the years and the export sector also expanded a lot. The FBCCI does not represent the exporters adequately, Sinha said. bbox=[1398, 247, 1583, 331]
table-header: Max bbox=[163, 815, 181, 826]
paragraph: A former underworld godfather in the divided southern Bosnian city of Mostar, he was a close ally of Croatia's late defence minister Gojko Susak, who supported Bosnian Croat forces. bbox=[635, 2095, 814, 2155]
event-text: A memorial lecture on 'Social Awakening in Bangladesh during Twentieth Century: Some Aspects' will be held to mark 25th death anniversary of eminent journalist and litterateur Kazi Mohammad Idris. Keynote paper: Shamsuzzaman Khan, Director General, Bangladesh National Museum. Venue: Poet Sufia Kamal auditorium of National Museum. Time : 5.30 pm. bbox=[53, 256, 434, 315]
paragraph: Inmates scaled a fence at the Ban Metta centre in Bangkok and many used the cover of nearby woodland to escape pursuing police. bbox=[822, 1877, 1002, 1925]
table-row bbox=[53, 860, 434, 872]
column-3 bbox=[635, 100, 1002, 2164]
paragraph: Langah said the US should pay attention to the Saraiki case as he claimed it was a "human rights issue." bbox=[822, 398, 1002, 434]
paragraph: Piot said scientists were still far from finding a cure for the disease. bbox=[822, 1169, 1002, 1193]
weather-table bbox=[53, 803, 434, 906]
event-label: Exhibition: bbox=[53, 466, 145, 484]
paragraph: The cross-border duels began Friday in the northern border areas of divided Kashmir and has since spread to southern regions. bbox=[635, 794, 814, 842]
paragraph: Both were produced before the court of Bagerhat First Class Magistrate where Quddus gave his statement under Section 164 and denied involvement of his son in the killing. Badal also denied the charge saying: "I know nothing about the killing." bbox=[53, 1198, 240, 1270]
tanzania-headline: 25 burnt to death in fuel tanker blast in Tanzania bbox=[57, 1563, 236, 1635]
paragraph: The sun sets in the capital today at 6.10 pm and rises tomorrow at 5.59 am. bbox=[63, 765, 373, 777]
table-cell: 19.8 bbox=[237, 826, 255, 837]
paragraph: If convicted they face the death penalty. bbox=[832, 187, 997, 199]
event-item bbox=[53, 250, 434, 316]
paragraph: "Cross-border artillery and mortar duels are common along the Line of Control." bbox=[822, 697, 1002, 721]
israel-body bbox=[53, 1451, 240, 1561]
paragraph: At the height of last month's floods, the Limpopo waters nearly reached the first floors of buildings in the lower part of Xai-Xai. bbox=[1202, 1111, 1388, 1159]
paragraph: "Where to seek remedy?" was the answer when asked whether the local journalists sought remedy against the MP. bbox=[1202, 1555, 1388, 1591]
paragraph: Clinton, now in India, is to make a brief visit to Islamabad on March 25. bbox=[635, 421, 814, 445]
pinochet-body bbox=[448, 2146, 628, 2268]
paragraph: He was scheduled to attend a meeting here Wednesday of officials from Nordic countries to discuss their efforts to contain the spread of AIDS in the region. bbox=[822, 1119, 1002, 1167]
event-text: Two films will be screened as part of 'Retrospective of French filmmaker Robert Bresson', organised by Zahir Raihan Film Society. Films: A Man Escaped and Pickpocket. Venue: Goethe Institut, Road 9, Dhanmondi. Time : 6 pm and 7 pm. bbox=[53, 160, 434, 207]
paragraph: Piot spoke after a meeting with Norwegian Minister for Cooperation and Development Ann Kristin Sydnes. bbox=[635, 1106, 965, 1326]
paragraph: But the government can also take alternative steps to increase competitiveness of local industries. Direct shipping arrangement with countries like Hong Kong, China, Taiwan, South Korea and Indonesia will increase the availability of raw materials in shorter period as these are the places where raw materials come from. bbox=[1202, 309, 1388, 405]
paragraph: "If allowed, private sector can set up warehouses on commercial basis for providing raw materials, but for all these alternative measures there should a government policy guidelines," he added. bbox=[1202, 406, 1388, 466]
